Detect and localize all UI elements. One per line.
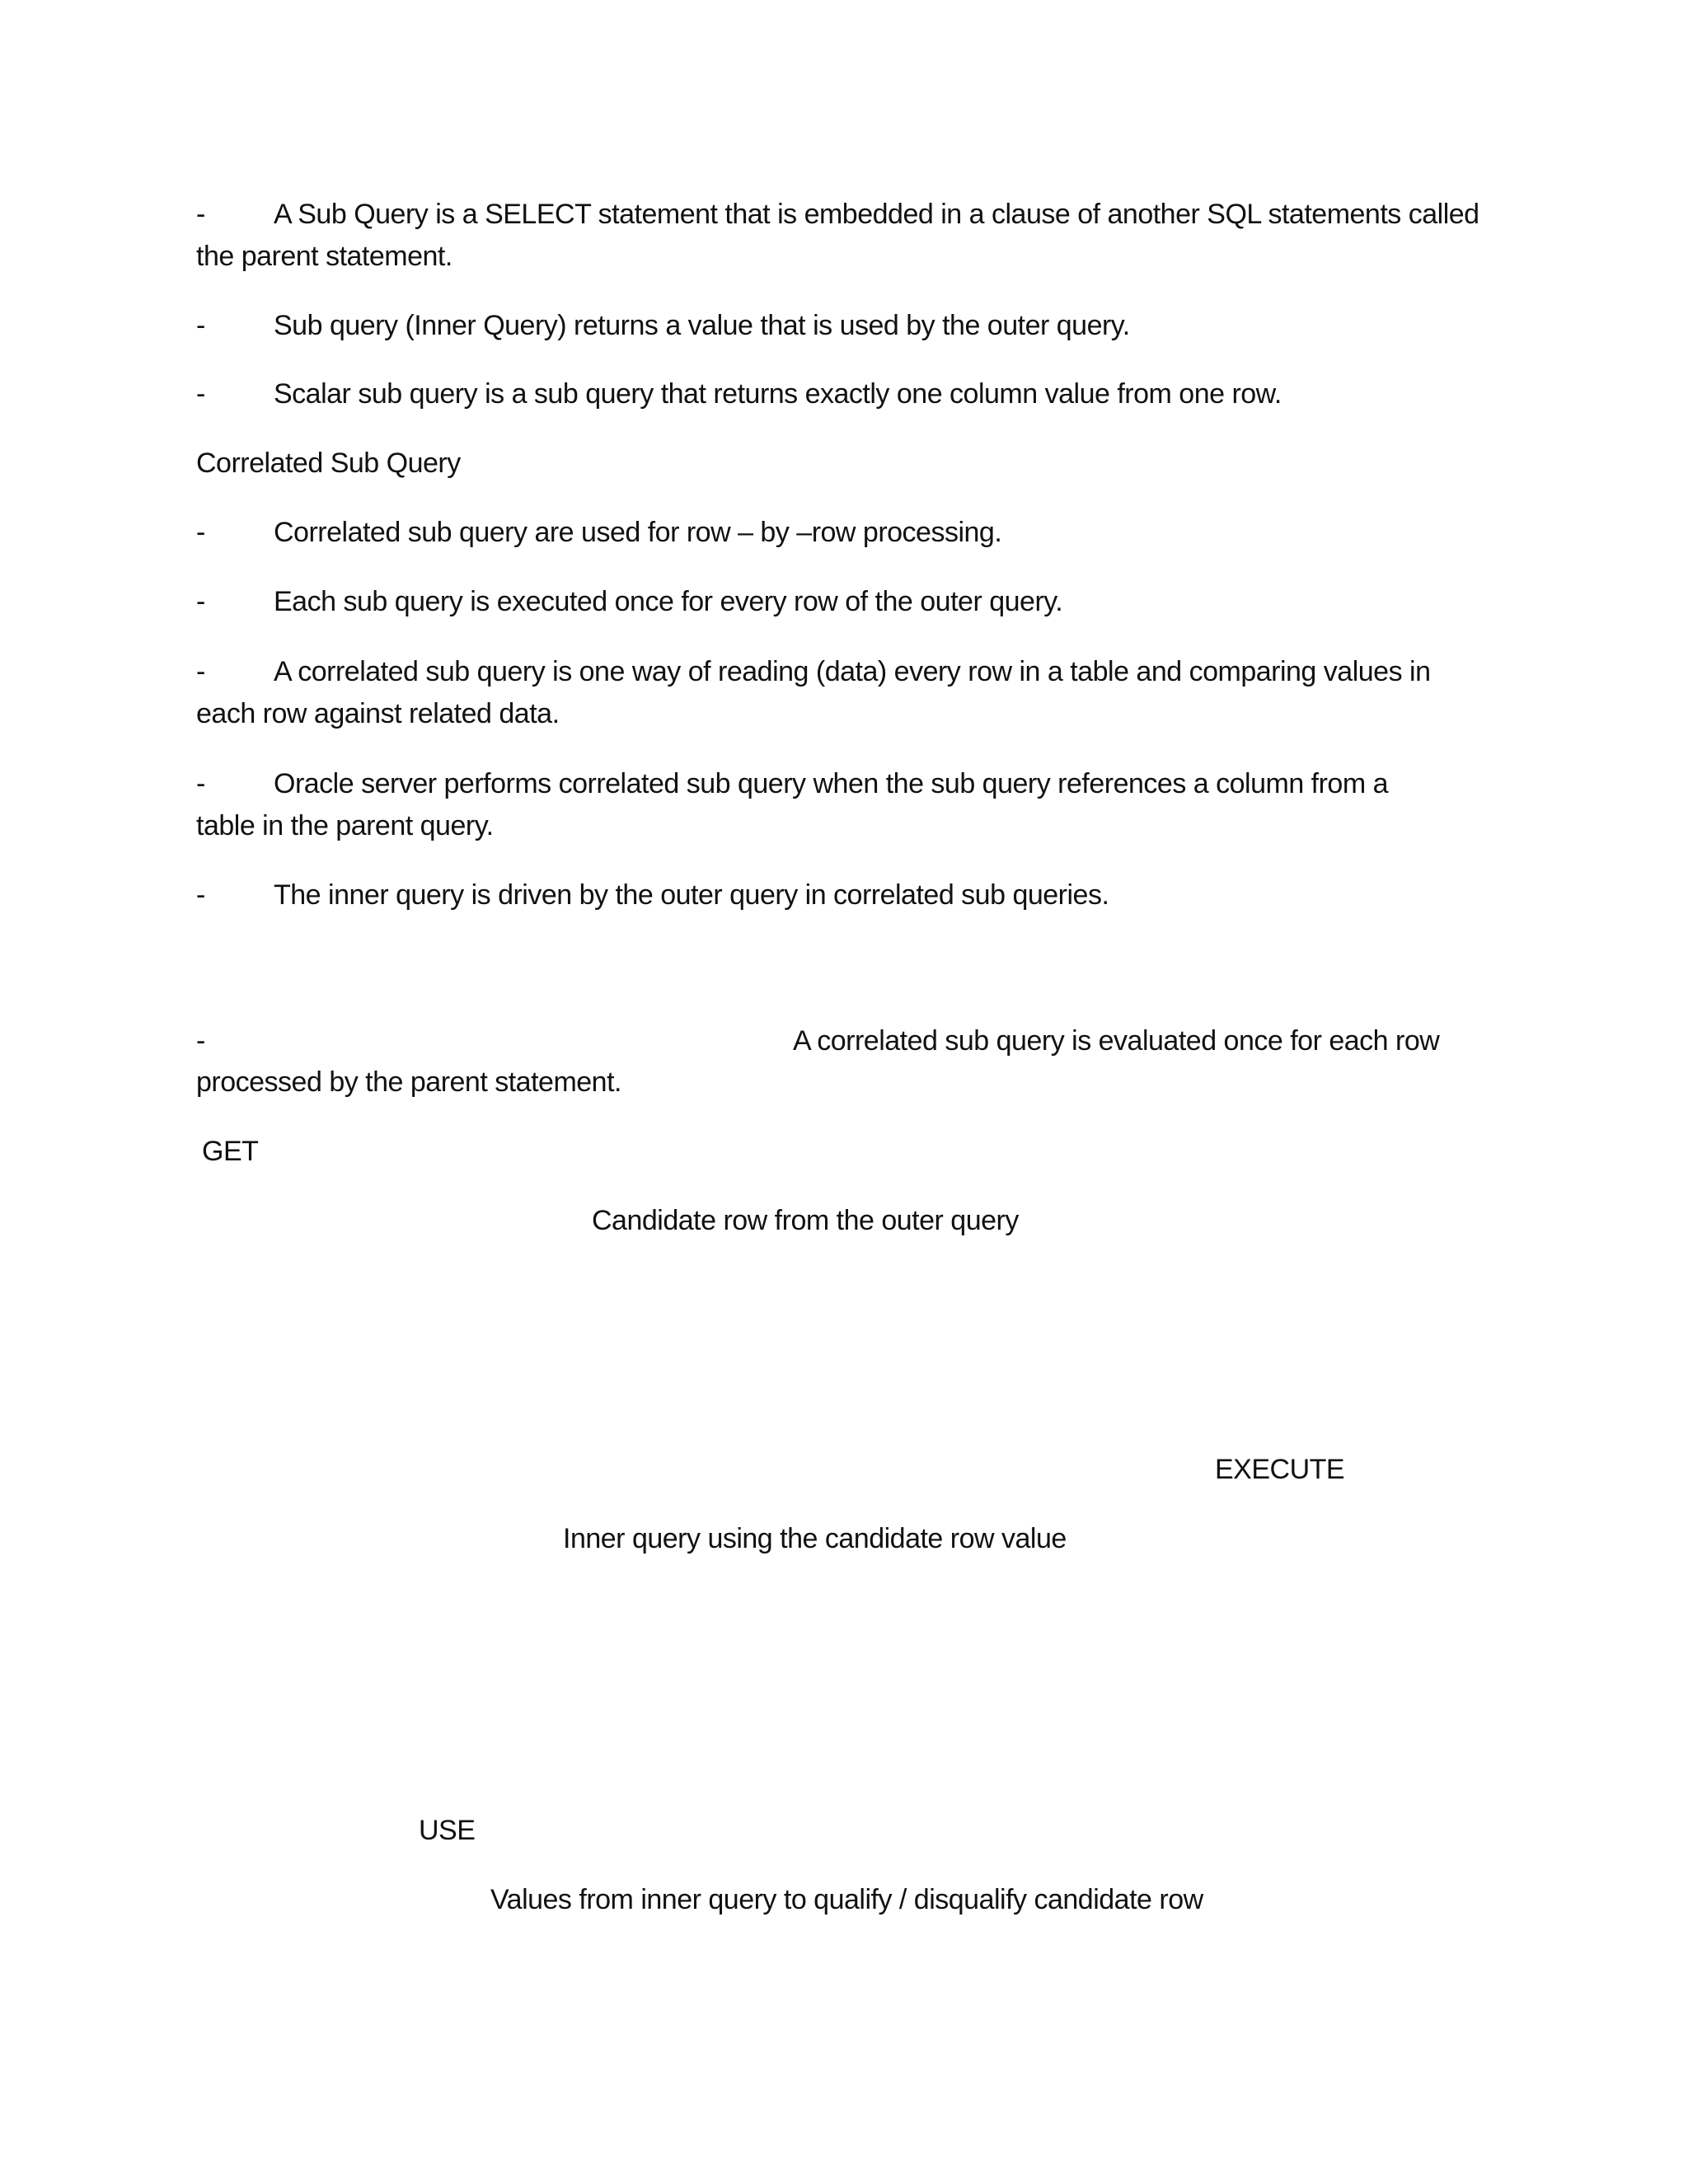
bullet-dash: -	[196, 586, 206, 617]
flow-execute-label: EXECUTE	[1215, 1454, 1345, 1485]
bullet-dash: -	[196, 310, 206, 341]
bullet-dash: -	[196, 378, 206, 410]
bullet-text-line: Oracle server performs correlated sub query when the sub query references a column from a	[274, 768, 1389, 799]
bullet-dash: -	[196, 879, 206, 911]
flow-execute-text: Inner query using the candidate row value	[563, 1523, 1067, 1554]
bullet-text-line: A correlated sub query is one way of reading (data) every row in a table and comparing values in	[274, 656, 1431, 687]
bullet-text-continuation: each row against related data.	[196, 698, 560, 729]
bullet-text-line: A Sub Query is a SELECT statement that is embedded in a clause of another SQL statements called	[274, 199, 1479, 230]
bullet-text-line: Each sub query is executed once for every row of the outer query.	[274, 586, 1063, 617]
bullet-text-line: Correlated sub query are used for row – by –row processing.	[274, 517, 1002, 548]
bullet-dash: -	[196, 517, 206, 548]
bullet-text-continuation: the parent statement.	[196, 241, 452, 272]
flow-use-text: Values from inner query to qualify / disqualify candidate row	[490, 1884, 1203, 1915]
bullet-text-line: Scalar sub query is a sub query that returns exactly one column value from one row.	[274, 378, 1282, 410]
bullet-dash: -	[196, 768, 206, 799]
flow-get-label: GET	[202, 1136, 259, 1167]
section-heading: Correlated Sub Query	[196, 448, 461, 479]
flow-get-text: Candidate row from the outer query	[592, 1205, 1019, 1236]
flow-use-label: USE	[419, 1815, 476, 1846]
bullet-dash: -	[196, 656, 206, 687]
bullet-text-continuation: table in the parent query.	[196, 810, 494, 841]
bullet-text-line: The inner query is driven by the outer query in correlated sub queries.	[274, 879, 1109, 911]
bullet-text-line: Sub query (Inner Query) returns a value that is used by the outer query.	[274, 310, 1130, 341]
bullet-text-line: A correlated sub query is evaluated once for each row	[793, 1025, 1440, 1057]
bullet-dash: -	[196, 1025, 206, 1057]
bullet-dash: -	[196, 199, 206, 230]
bullet-text-continuation: processed by the parent statement.	[196, 1066, 621, 1098]
